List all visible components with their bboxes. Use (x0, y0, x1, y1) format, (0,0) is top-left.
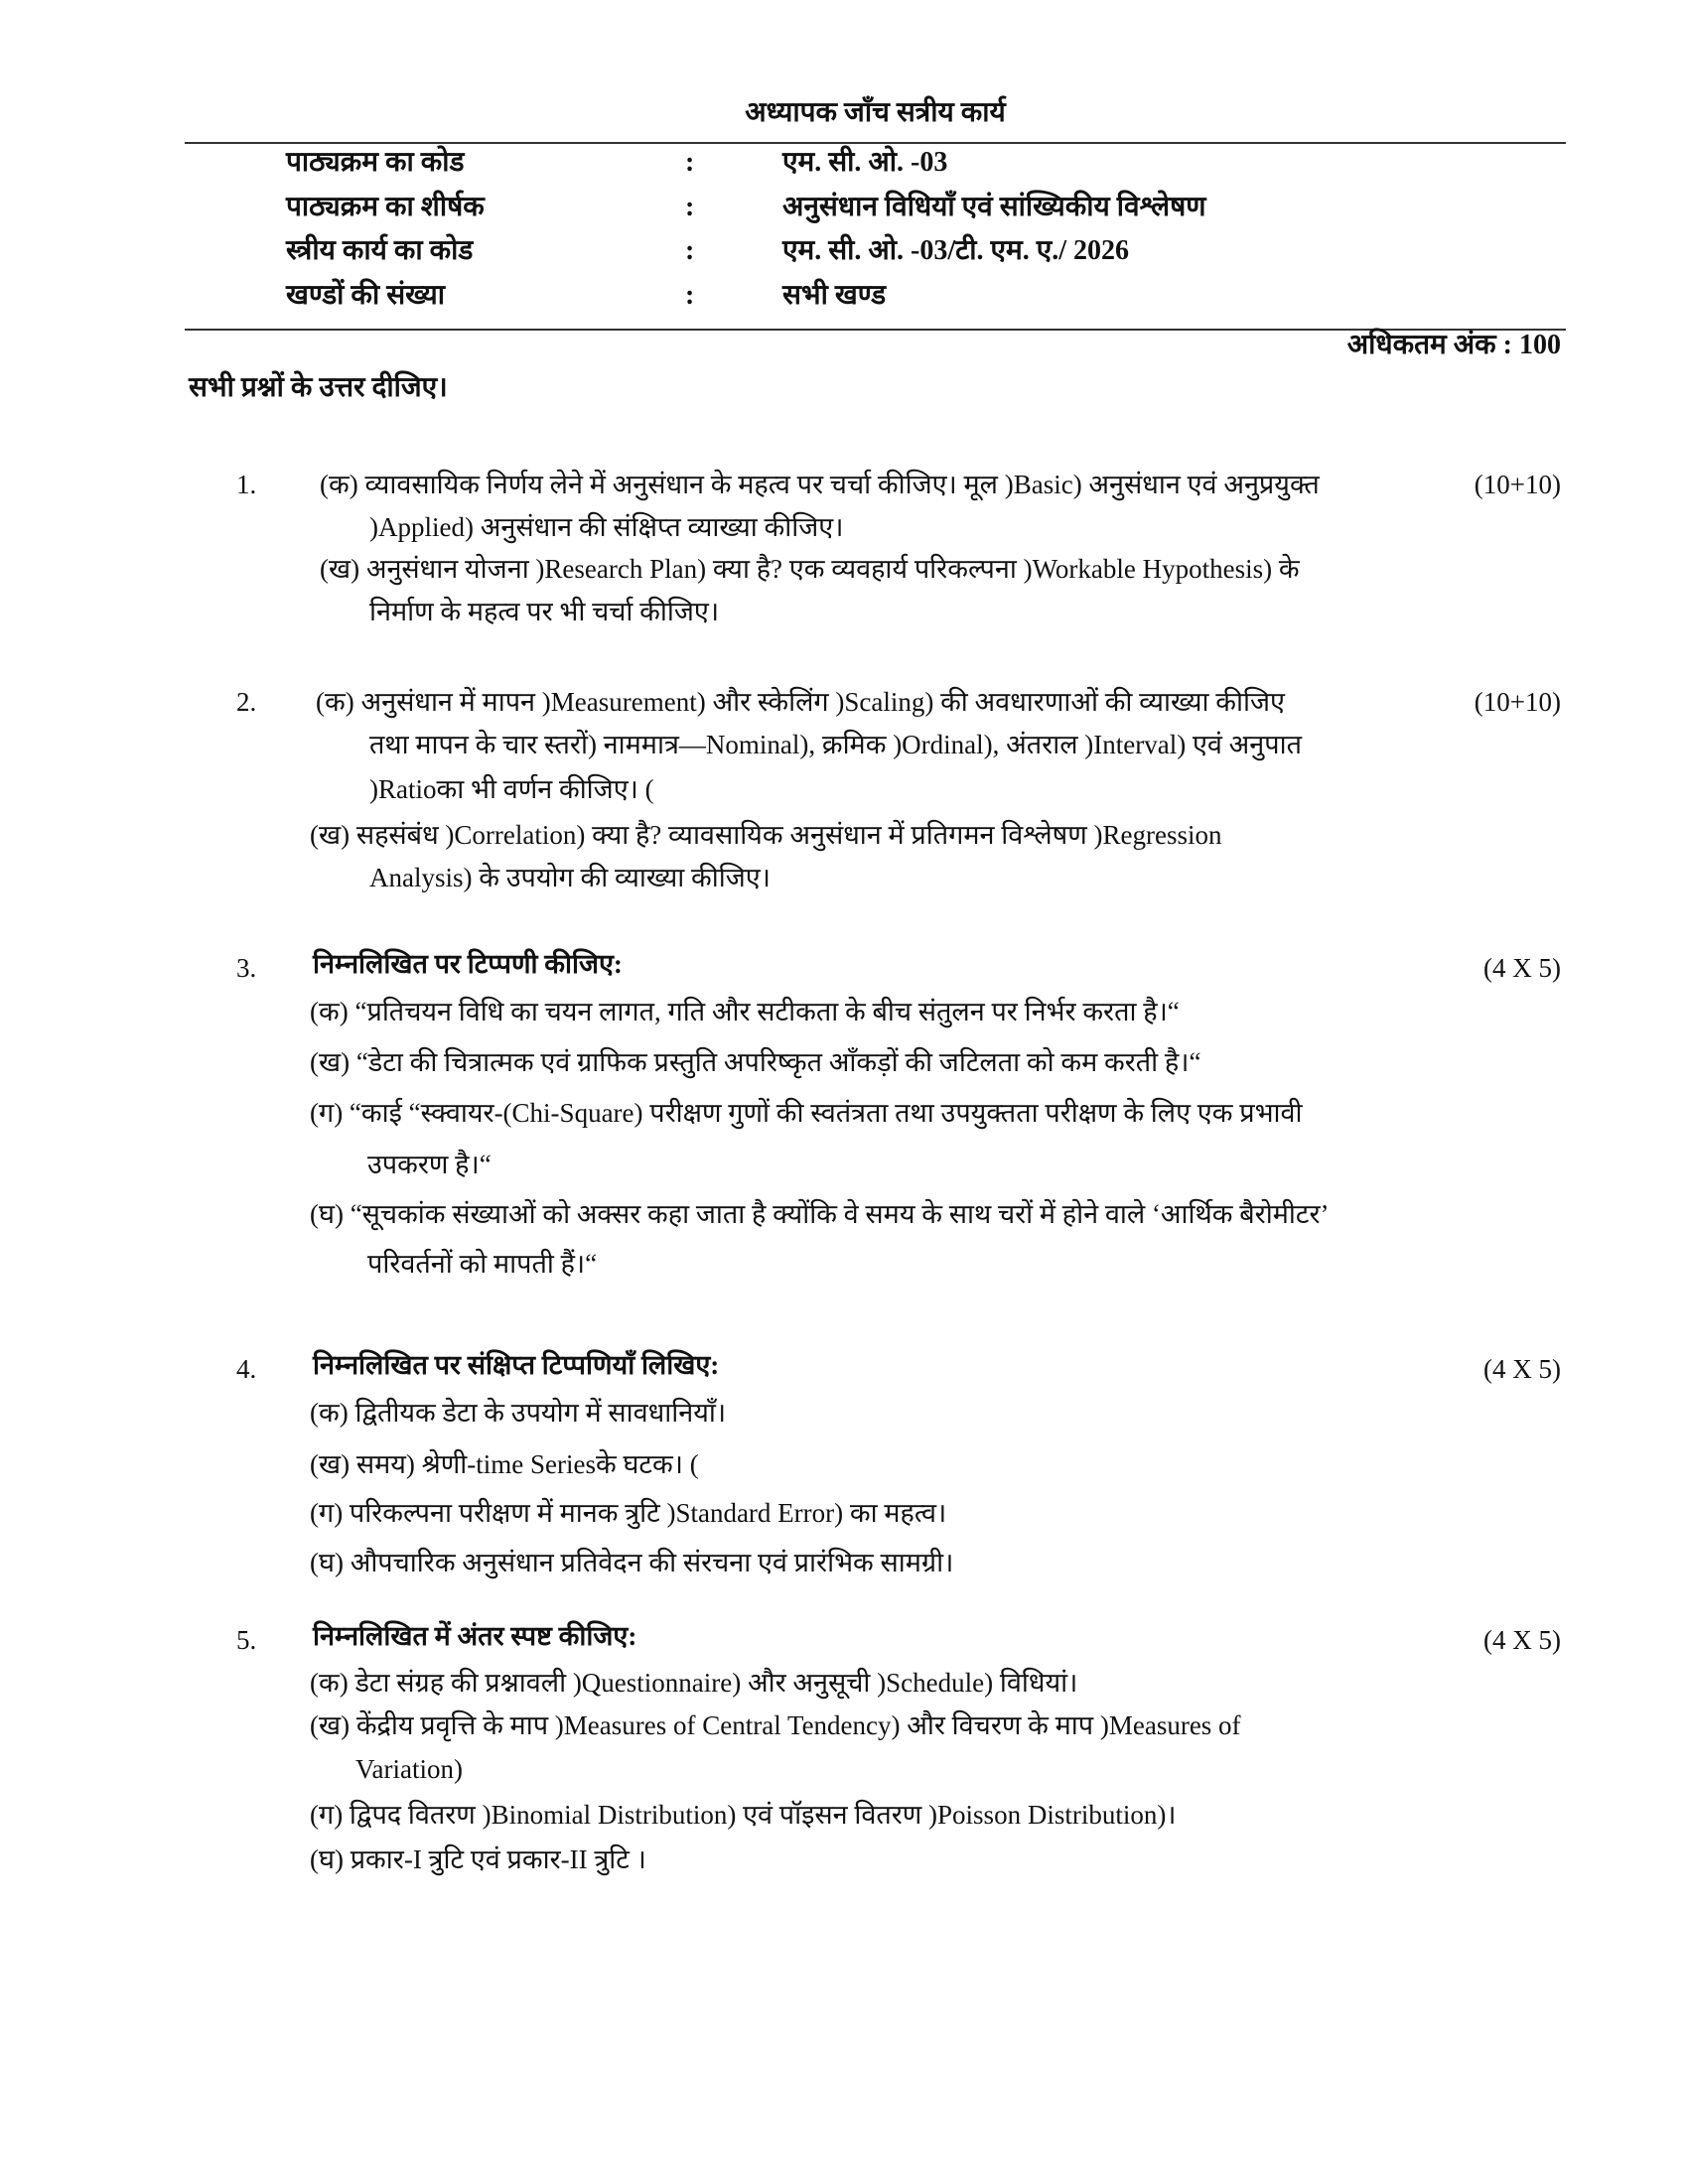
question-line: (ख) सहसंबंध )Correlation) क्या है? व्यावसायिक अनुसंधान में प्रतिगमन विश्लेषण )Regression (310, 820, 1222, 850)
top-divider (185, 142, 1566, 144)
question-line: (ख) अनुसंधान योजना )Research Plan) क्या है? एक व्यवहार्य परिकल्पना )Workable Hypothesis) के (320, 554, 1300, 584)
blocks-count-colon: : (685, 280, 695, 311)
question-line: (घ) औपचारिक अनुसंधान प्रतिवेदन की संरचना एवं प्रारंभिक सामग्री। (310, 1548, 954, 1577)
question-line: (घ) प्रकार-I त्रुटि एवं प्रकार-II त्रुटि । (310, 1844, 646, 1874)
question-heading: निम्नलिखित पर टिप्पणी कीजिए: (313, 949, 623, 979)
assignment-code-colon: : (685, 235, 695, 266)
question-line: Variation) (355, 1754, 463, 1784)
question-number: 3. (236, 953, 257, 983)
question-line: )Applied) अनुसंधान की संक्षिप्त व्याख्या कीजिए। (369, 512, 844, 542)
question-line: उपकरण है।“ (367, 1150, 492, 1179)
question-marks: (4 X 5) (1483, 1354, 1561, 1384)
question-heading: निम्नलिखित में अंतर स्पष्ट कीजिए: (313, 1621, 637, 1651)
question-line: (ग) परिकल्पना परीक्षण में मानक त्रुटि )Standard Error) का महत्व। (310, 1498, 947, 1528)
document-title: अध्यापक जाँच सत्रीय कार्य (745, 97, 1006, 128)
question-line: (क) डेटा संग्रह की प्रश्नावली )Questionnaire) और अनुसूची )Schedule) विधियां। (310, 1668, 1078, 1698)
course-code-colon: : (685, 147, 695, 178)
question-line: (ख) “डेटा की चित्रात्मक एवं ग्राफिक प्रस्तुति अपरिष्कृत आँकड़ों की जटिलता को कम करती है।“ (310, 1047, 1201, 1077)
question-line: )Ratioका भी वर्णन कीजिए। ( (369, 774, 654, 804)
question-line: (ख) केंद्रीय प्रवृत्ति के माप )Measures of Central Tendency) और विचरण के माप )Measures of (310, 1710, 1241, 1740)
course-title-value: अनुसंधान विधियाँ एवं सांख्यिकीय विश्लेषण (782, 192, 1206, 222)
course-code-label: पाठ्यक्रम का कोड (286, 147, 465, 178)
blocks-count-value: सभी खण्ड (782, 280, 887, 311)
question-line: (घ) “सूचकांक संख्याओं को अक्सर कहा जाता है क्योंकि वे समय के साथ चरों में होने वाले ‘आर्थिक बैरोमीटर’ (310, 1199, 1330, 1229)
assignment-code-label: स्त्रीय कार्य का कोड (286, 235, 474, 266)
course-title-colon: : (685, 192, 695, 222)
question-line: (क) “प्रतिचयन विधि का चयन लागत, गति और सटीकता के बीच संतुलन पर निर्भर करता है।“ (310, 997, 1180, 1026)
question-marks: (10+10) (1474, 470, 1561, 499)
question-line: परिवर्तनों को मापती हैं।“ (367, 1249, 598, 1279)
question-line: Analysis) के उपयोग की व्याख्या कीजिए। (369, 863, 771, 892)
question-number: 2. (236, 687, 257, 717)
question-line: (क) अनुसंधान में मापन )Measurement) और स्केलिंग )Scaling) की अवधारणाओं की व्याख्या कीजिए (316, 687, 1285, 717)
question-marks: (4 X 5) (1483, 1625, 1561, 1655)
question-line: (ग) “काई “स्क्वायर-(Chi-Square) परीक्षण गुणों की स्वतंत्रता तथा उपयुक्तता परीक्षण के लिए एक प्रभावी (310, 1098, 1303, 1128)
question-marks: (4 X 5) (1483, 953, 1561, 983)
course-title-label: पाठ्यक्रम का शीर्षक (286, 192, 485, 222)
assignment-code-value: एम. सी. ओ. -03/टी. एम. ए./ 2026 (782, 235, 1130, 266)
question-line: (क) द्वितीयक डेटा के उपयोग में सावधानियाँ। (310, 1398, 727, 1428)
instruction: सभी प्रश्नों के उत्तर दीजिए। (189, 372, 448, 403)
question-line: (ग) द्विपद वितरण )Binomial Distribution) एवं पॉइसन वितरण )Poisson Distribution)। (310, 1800, 1177, 1830)
course-code-value: एम. सी. ओ. -03 (782, 147, 948, 178)
question-marks: (10+10) (1474, 687, 1561, 717)
blocks-count-label: खण्डों की संख्या (286, 280, 445, 311)
question-line: (क) व्यावसायिक निर्णय लेने में अनुसंधान के महत्व पर चर्चा कीजिए। मूल )Basic) अनुसंधान एवं अनुप्रयुक्त (320, 470, 1320, 499)
question-line: निर्माण के महत्व पर भी चर्चा कीजिए। (369, 597, 720, 626)
question-heading: निम्नलिखित पर संक्षिप्त टिप्पणियाँ लिखिए: (313, 1350, 720, 1380)
question-line: तथा मापन के चार स्तरों) नाममात्र—Nominal), क्रमिक )Ordinal), अंतराल )Interval) एवं अनुपात (369, 730, 1302, 759)
question-number: 4. (236, 1354, 257, 1384)
maximum-marks: अधिकतम अंक : 100 (1346, 330, 1561, 360)
question-line: (ख) समय) श्रेणी-time Seriesके घटक। ( (310, 1449, 699, 1479)
question-number: 1. (236, 470, 257, 499)
question-number: 5. (236, 1625, 257, 1655)
